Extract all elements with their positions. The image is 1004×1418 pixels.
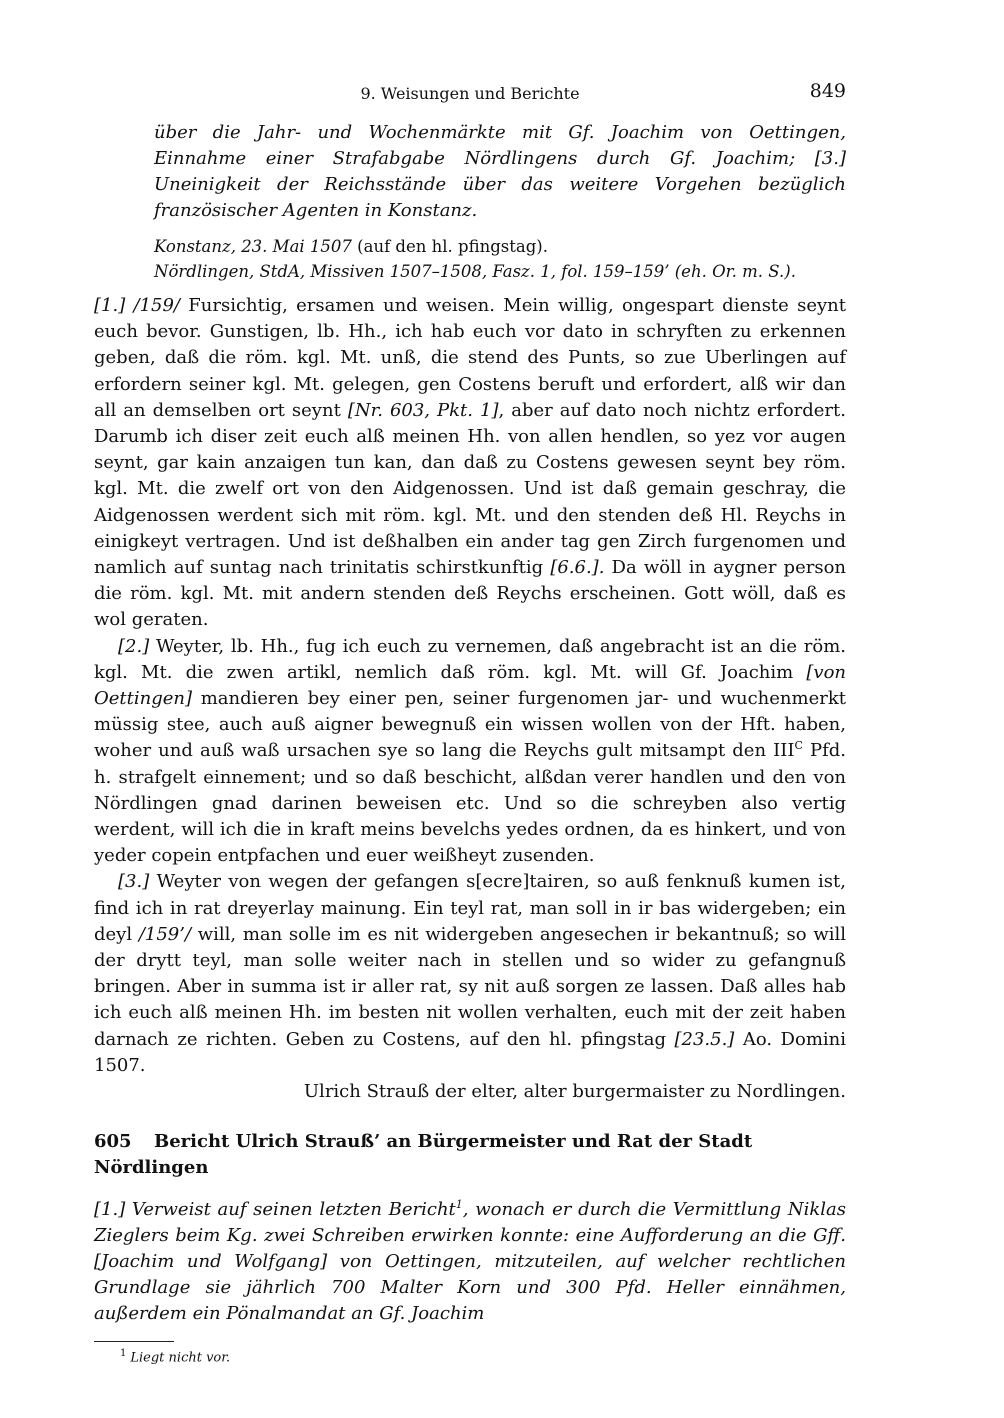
archival-source: Nördlingen, StdA, Missiven 1507–1508, Fasz. 1, fol. 159–159’ (eh. Or. m. S.).	[154, 262, 796, 281]
paragraph-2-reference-1: [von Oettingen]	[94, 661, 846, 710]
paragraph-2-text-b: mandieren bey einer pen, seiner furgenomen jar- und wuchenmerkt müssig stee, auch auß aigner bewegnuß ein wissen wollen von der Hft. haben, woher und auß waß ursachen sye so lang die Reychs gult mitsampt den III	[94, 688, 846, 762]
letter-body	[94, 293, 846, 1079]
paragraph-2	[94, 634, 846, 870]
footnote-divider	[94, 1341, 174, 1342]
paragraph-2-superscript: C	[794, 739, 803, 753]
paragraph-3-folio: /159’/	[138, 923, 192, 945]
paragraph-1-text-c: Da wöll in aygner person die röm. kgl. Mt. mit andern stenden deß Reychs erscheinen. Gott wöll, daß es wol geraten.	[94, 557, 846, 631]
place-date: Konstanz, 23. Mai 1507	[154, 237, 352, 256]
section-title: 9. Weisungen und Berichte	[360, 84, 580, 103]
document-page	[94, 78, 846, 1365]
document-summary	[94, 1197, 846, 1327]
paragraph-3-text-b: will, man solle im es nit widergeben angesechen ir bekantnuß; so will der drytt teyl, man solle weiter nach in stellen und so wider zu gefangnuß bringen. Aber in summa ist ir aller rat, sy nit auß sorgen ze lassen. Daß alles hab ich euch alß meinen Hh. im besten nit wollen verhalten, euch mit der zeit haben darnach ze richten. Geben zu Costens, auf den hl. pfingstag	[94, 923, 846, 1050]
paragraph-3	[94, 869, 846, 1079]
document-title: Bericht Ulrich Strauß’ an Bürgermeister und Rat der Stadt Nördlingen	[94, 1131, 753, 1179]
previous-document-summary: über die Jahr- und Wochenmärkte mit Gf. Joachim von Oettingen, Einnahme einer Strafabgabe Nördlingens durch Gf. Joachim; [3.] Uneinigkeit der Reichsstände über das weitere Vorgehen bezüglich französischer Agenten in Konstanz.	[154, 122, 846, 221]
footnote-text: Liegt nicht vor.	[130, 1350, 231, 1366]
place-date-line	[154, 234, 846, 259]
document-summary-text-a: [1.] Verweist auf seinen letzten Bericht	[94, 1199, 456, 1221]
paragraph-2-mark: [2.]	[118, 635, 150, 657]
paragraph-2-text-c: Pfd. h. strafgelt einnement; und so daß beschicht, alßdan verer handlen und den von Nördlingen gnad darinen beweisen etc. Und so die schreyben also vertig werdent, will ich die in kraft meins bevelchs yedes ordnen, da es hinkert, und von yeder copein entpfachen und euer weißheyt zusenden.	[94, 740, 846, 867]
document-heading	[94, 1129, 846, 1181]
document-number: 605	[94, 1131, 132, 1153]
dateline-block	[154, 234, 846, 284]
paragraph-3-reference-1: [23.5.]	[674, 1028, 735, 1050]
footnote-reference: 1	[455, 1198, 463, 1212]
document-summary-text-b: , wonach er durch die Vermittlung Niklas Zieglers beim Kg. zwei Schreiben erwirken konnte: eine Aufforderung an die Gff. [Joachim und Wolfgang] von Oettingen, mitzuteilen, auf welcher rechtlichen Grundlage sie jährlich 700 Malter Korn und 300 Pfd. Heller einnähmen, außerdem ein Pönalmandat an Gf. Joachim	[94, 1199, 846, 1325]
paragraph-1-text-b: , aber auf dato noch nichtz erfordert. Darumb ich diser zeit euch alß meinen Hh. von allen hendlen, so yez vor augen seynt, gar kain anzaigen tun kan, dan daß zu Costens gewesen seynt bey röm. kgl. Mt. die zwelf ort von den Aidgenossen. Und ist daß gemain geschray, die Aidgenossen werdent sich mit röm. kgl. Mt. und den stenden deß Hl. Reychs in einigkeyt vertragen. Und ist deßhalben ein ander tag gen Zirch furgenomen und namlich auf suntag nach trinitatis schirstkunftig	[94, 399, 846, 579]
feast-day: (auf den hl. pfingstag).	[351, 237, 548, 256]
paragraph-3-text-c: Ao. Domini 1507.	[94, 1028, 846, 1076]
paragraph-3-mark: [3.]	[118, 871, 150, 893]
signature-line: Ulrich Strauß der elter, alter burgermaister zu Nordlingen.	[303, 1081, 846, 1103]
paragraph-1	[94, 293, 846, 634]
page-number: 849	[809, 80, 846, 102]
footnote	[120, 1348, 846, 1365]
paragraph-1-text-a: Fursichtig, ersamen und weisen. Mein willig, ongespart dienste seynt euch bevor. Gunstigen, lb. Hh., ich hab euch vor dato in schryften zu erkennen geben, daß die röm. kgl. Mt. unß, die stend des Punts, so zue Uberlingen auf erfordern seiner kgl. Mt. gelegen, gen Costens beruft und erfordert, alß wir dan all an demselben ort seynt	[94, 295, 846, 421]
paragraph-1-mark: [1.] /159/	[94, 295, 180, 316]
paragraph-1-reference-1: [Nr. 603, Pkt. 1]	[347, 399, 499, 421]
footnote-mark: 1	[120, 1348, 127, 1360]
paragraph-1-reference-2: [6.6.].	[550, 557, 605, 579]
paragraph-2-text-a: Weyter, lb. Hh., fug ich euch zu vernemen, daß angebracht ist an die röm. kgl. Mt. die zwen artikl, nemlich daß röm. kgl. Mt. will Gf. Joachim	[94, 635, 846, 683]
running-head	[94, 78, 846, 112]
paragraph-3-text-a: Weyter von wegen der gefangen s[ecre]tairen, so auß fenknuß kumen ist, find ich in rat dreyerlay mainung. Ein teyl rat, man soll in ir bas widergeben; ein deyl	[94, 871, 846, 945]
